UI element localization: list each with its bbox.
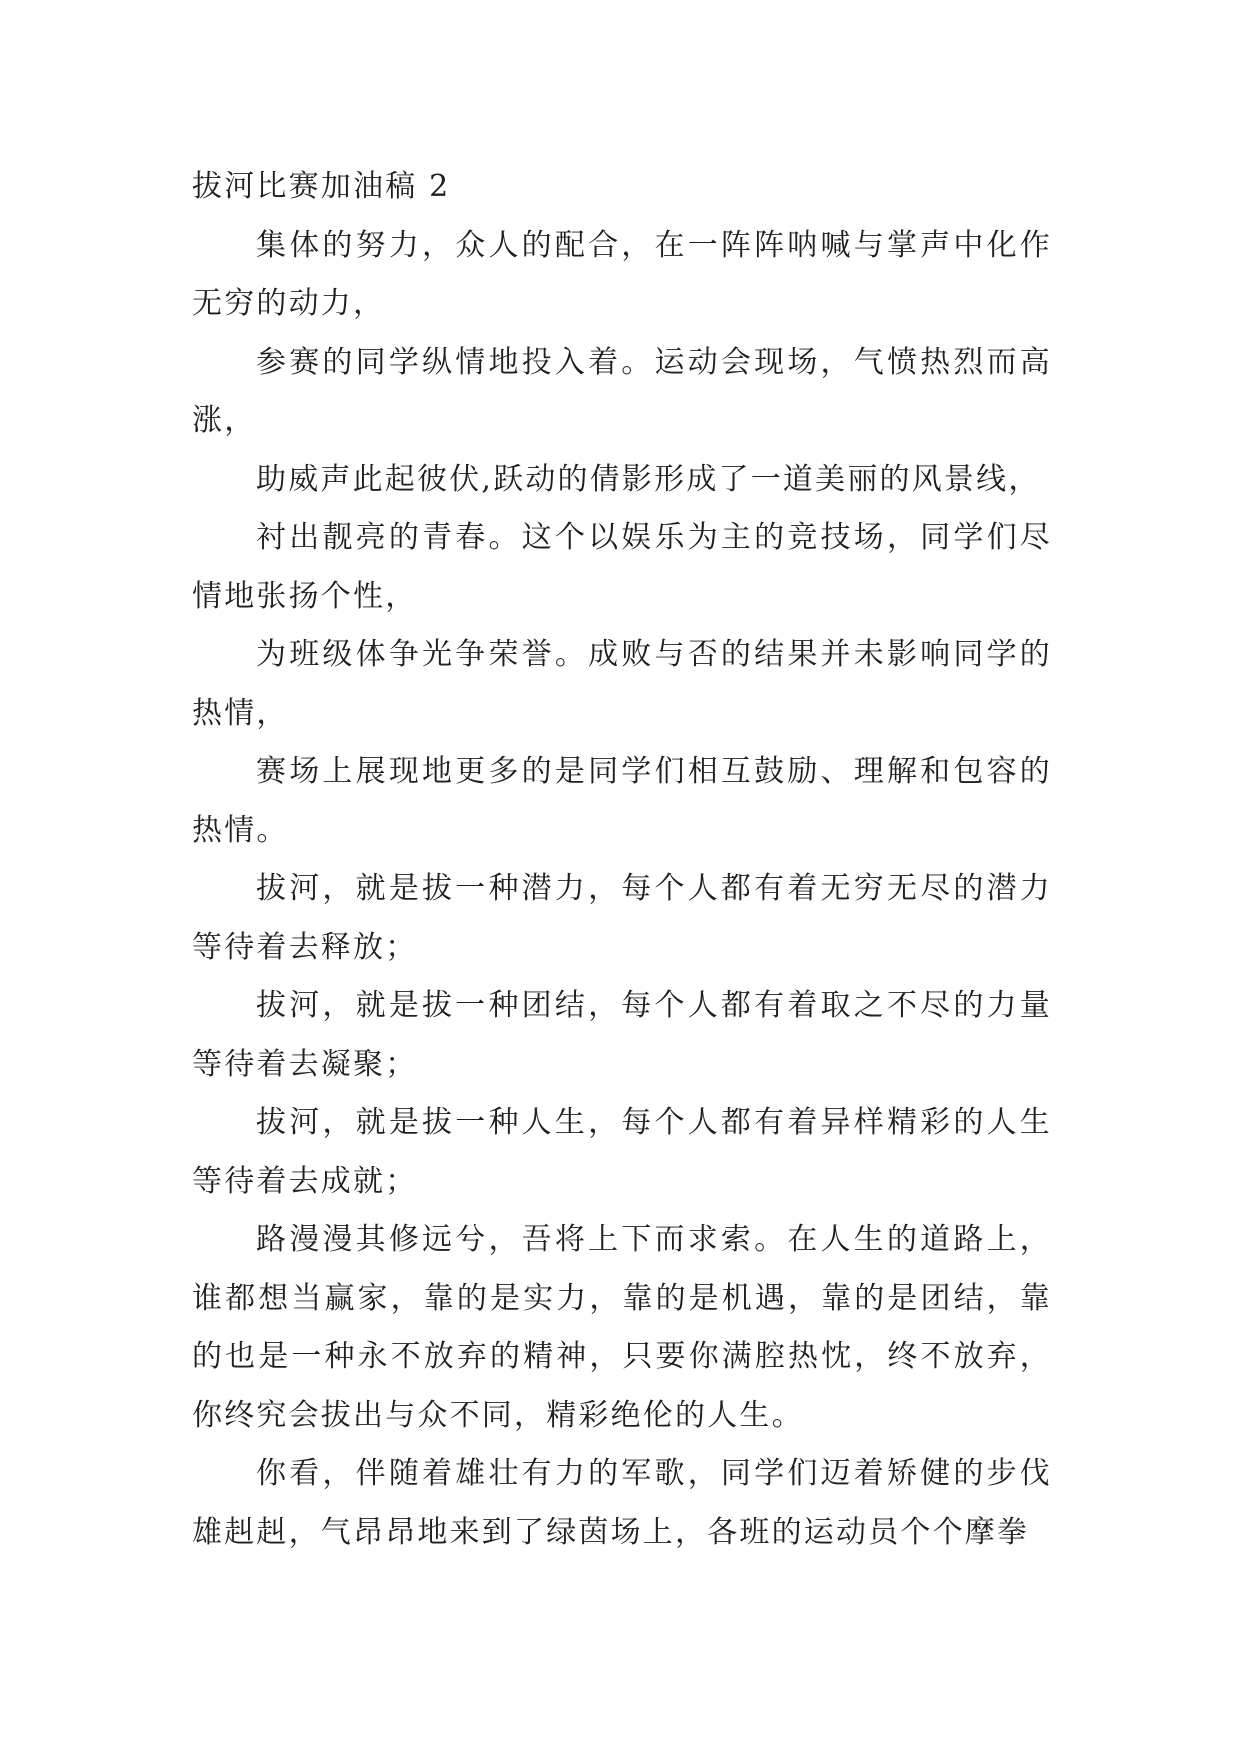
- paragraph: 为班级体争光争荣誉。成败与否的结果并未影响同学的热情，: [192, 637, 1052, 731]
- paragraph: 你看，伴随着雄壮有力的军歌，同学们迈着矫健的步伐雄赳赳，气昂昂地来到了绿茵场上，各班的运动员个个摩拳: [192, 1456, 1052, 1550]
- paragraph: 参赛的同学纵情地投入着。运动会现场，气愤热烈而高涨，: [192, 344, 1052, 438]
- paragraph: 集体的努力，众人的配合，在一阵阵呐喊与掌声中化作无穷的动力，: [192, 227, 1052, 321]
- paragraph: 助威声此起彼伏,跃动的倩影形成了一道美丽的风景线，: [256, 461, 1041, 497]
- paragraph: 衬出靓亮的青春。这个以娱乐为主的竞技场，同学们尽情地张扬个性，: [192, 520, 1052, 614]
- paragraph: 拔河，就是拔一种潜力，每个人都有着无穷无尽的潜力等待着去释放；: [192, 871, 1052, 965]
- document-title: 拔河比赛加油稿 2: [192, 169, 451, 204]
- paragraph: 赛场上展现地更多的是同学们相互鼓励、理解和包容的热情。: [192, 754, 1052, 848]
- paragraph: 路漫漫其修远兮，吾将上下而求索。在人生的道路上，谁都想当赢家，靠的是实力，靠的是机遇，靠的是团结，靠的也是一种永不放弃的精神，只要你满腔热忱，终不放弃，你终究会拔出与众不同，精彩绝伦的人生。: [192, 1222, 1052, 1433]
- paragraph: 拔河，就是拔一种团结，每个人都有着取之不尽的力量等待着去凝聚；: [192, 988, 1052, 1082]
- document-body: [192, 158, 1052, 1562]
- paragraph: 拔河，就是拔一种人生，每个人都有着异样精彩的人生等待着去成就；: [192, 1105, 1052, 1199]
